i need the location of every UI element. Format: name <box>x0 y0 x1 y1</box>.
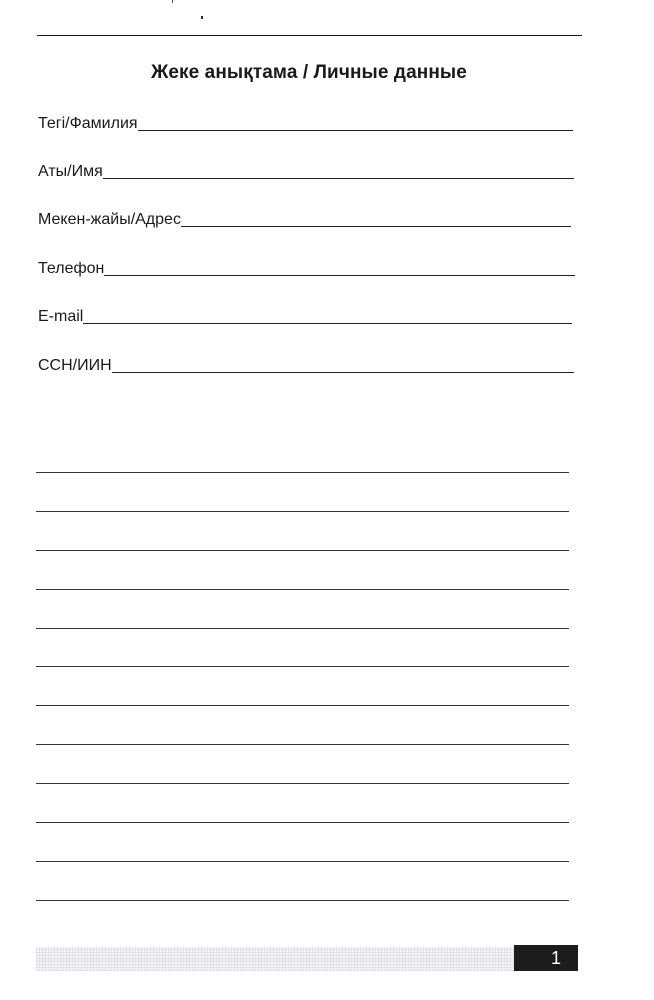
first-name-underline[interactable] <box>103 178 574 179</box>
email-underline[interactable] <box>83 323 572 324</box>
writing-line[interactable] <box>36 472 569 473</box>
writing-line[interactable] <box>36 900 569 901</box>
surname-label: Тегі/Фамилия <box>38 115 138 132</box>
writing-line[interactable] <box>36 511 569 512</box>
phone-underline[interactable] <box>104 275 575 276</box>
first-name-field[interactable] <box>38 162 574 182</box>
iin-field[interactable] <box>38 356 574 376</box>
page-title: Жеке анықтама / Личные данные <box>151 62 467 83</box>
print-speck <box>172 0 173 3</box>
top-rule <box>37 35 582 36</box>
writing-line[interactable] <box>36 589 569 590</box>
iin-underline[interactable] <box>112 372 574 373</box>
writing-line[interactable] <box>36 628 569 629</box>
writing-line[interactable] <box>36 822 569 823</box>
address-field[interactable] <box>38 210 571 230</box>
writing-line[interactable] <box>36 783 569 784</box>
writing-line[interactable] <box>36 705 569 706</box>
surname-underline[interactable] <box>138 130 573 131</box>
email-field[interactable] <box>38 307 572 327</box>
print-speck <box>201 16 203 19</box>
iin-label: ССН/ИИН <box>38 357 112 374</box>
writing-line[interactable] <box>36 744 569 745</box>
footer-band <box>36 947 514 971</box>
page-number: 1 <box>514 945 578 971</box>
address-label: Мекен-жайы/Адрес <box>38 211 181 228</box>
phone-field[interactable] <box>38 259 575 279</box>
address-underline[interactable] <box>181 226 571 227</box>
writing-line[interactable] <box>36 666 569 667</box>
surname-field[interactable] <box>38 114 573 134</box>
first-name-label: Аты/Имя <box>38 163 103 180</box>
writing-line[interactable] <box>36 861 569 862</box>
email-label: E-mail <box>38 308 84 325</box>
writing-line[interactable] <box>36 550 569 551</box>
phone-label: Телефон <box>38 260 105 277</box>
